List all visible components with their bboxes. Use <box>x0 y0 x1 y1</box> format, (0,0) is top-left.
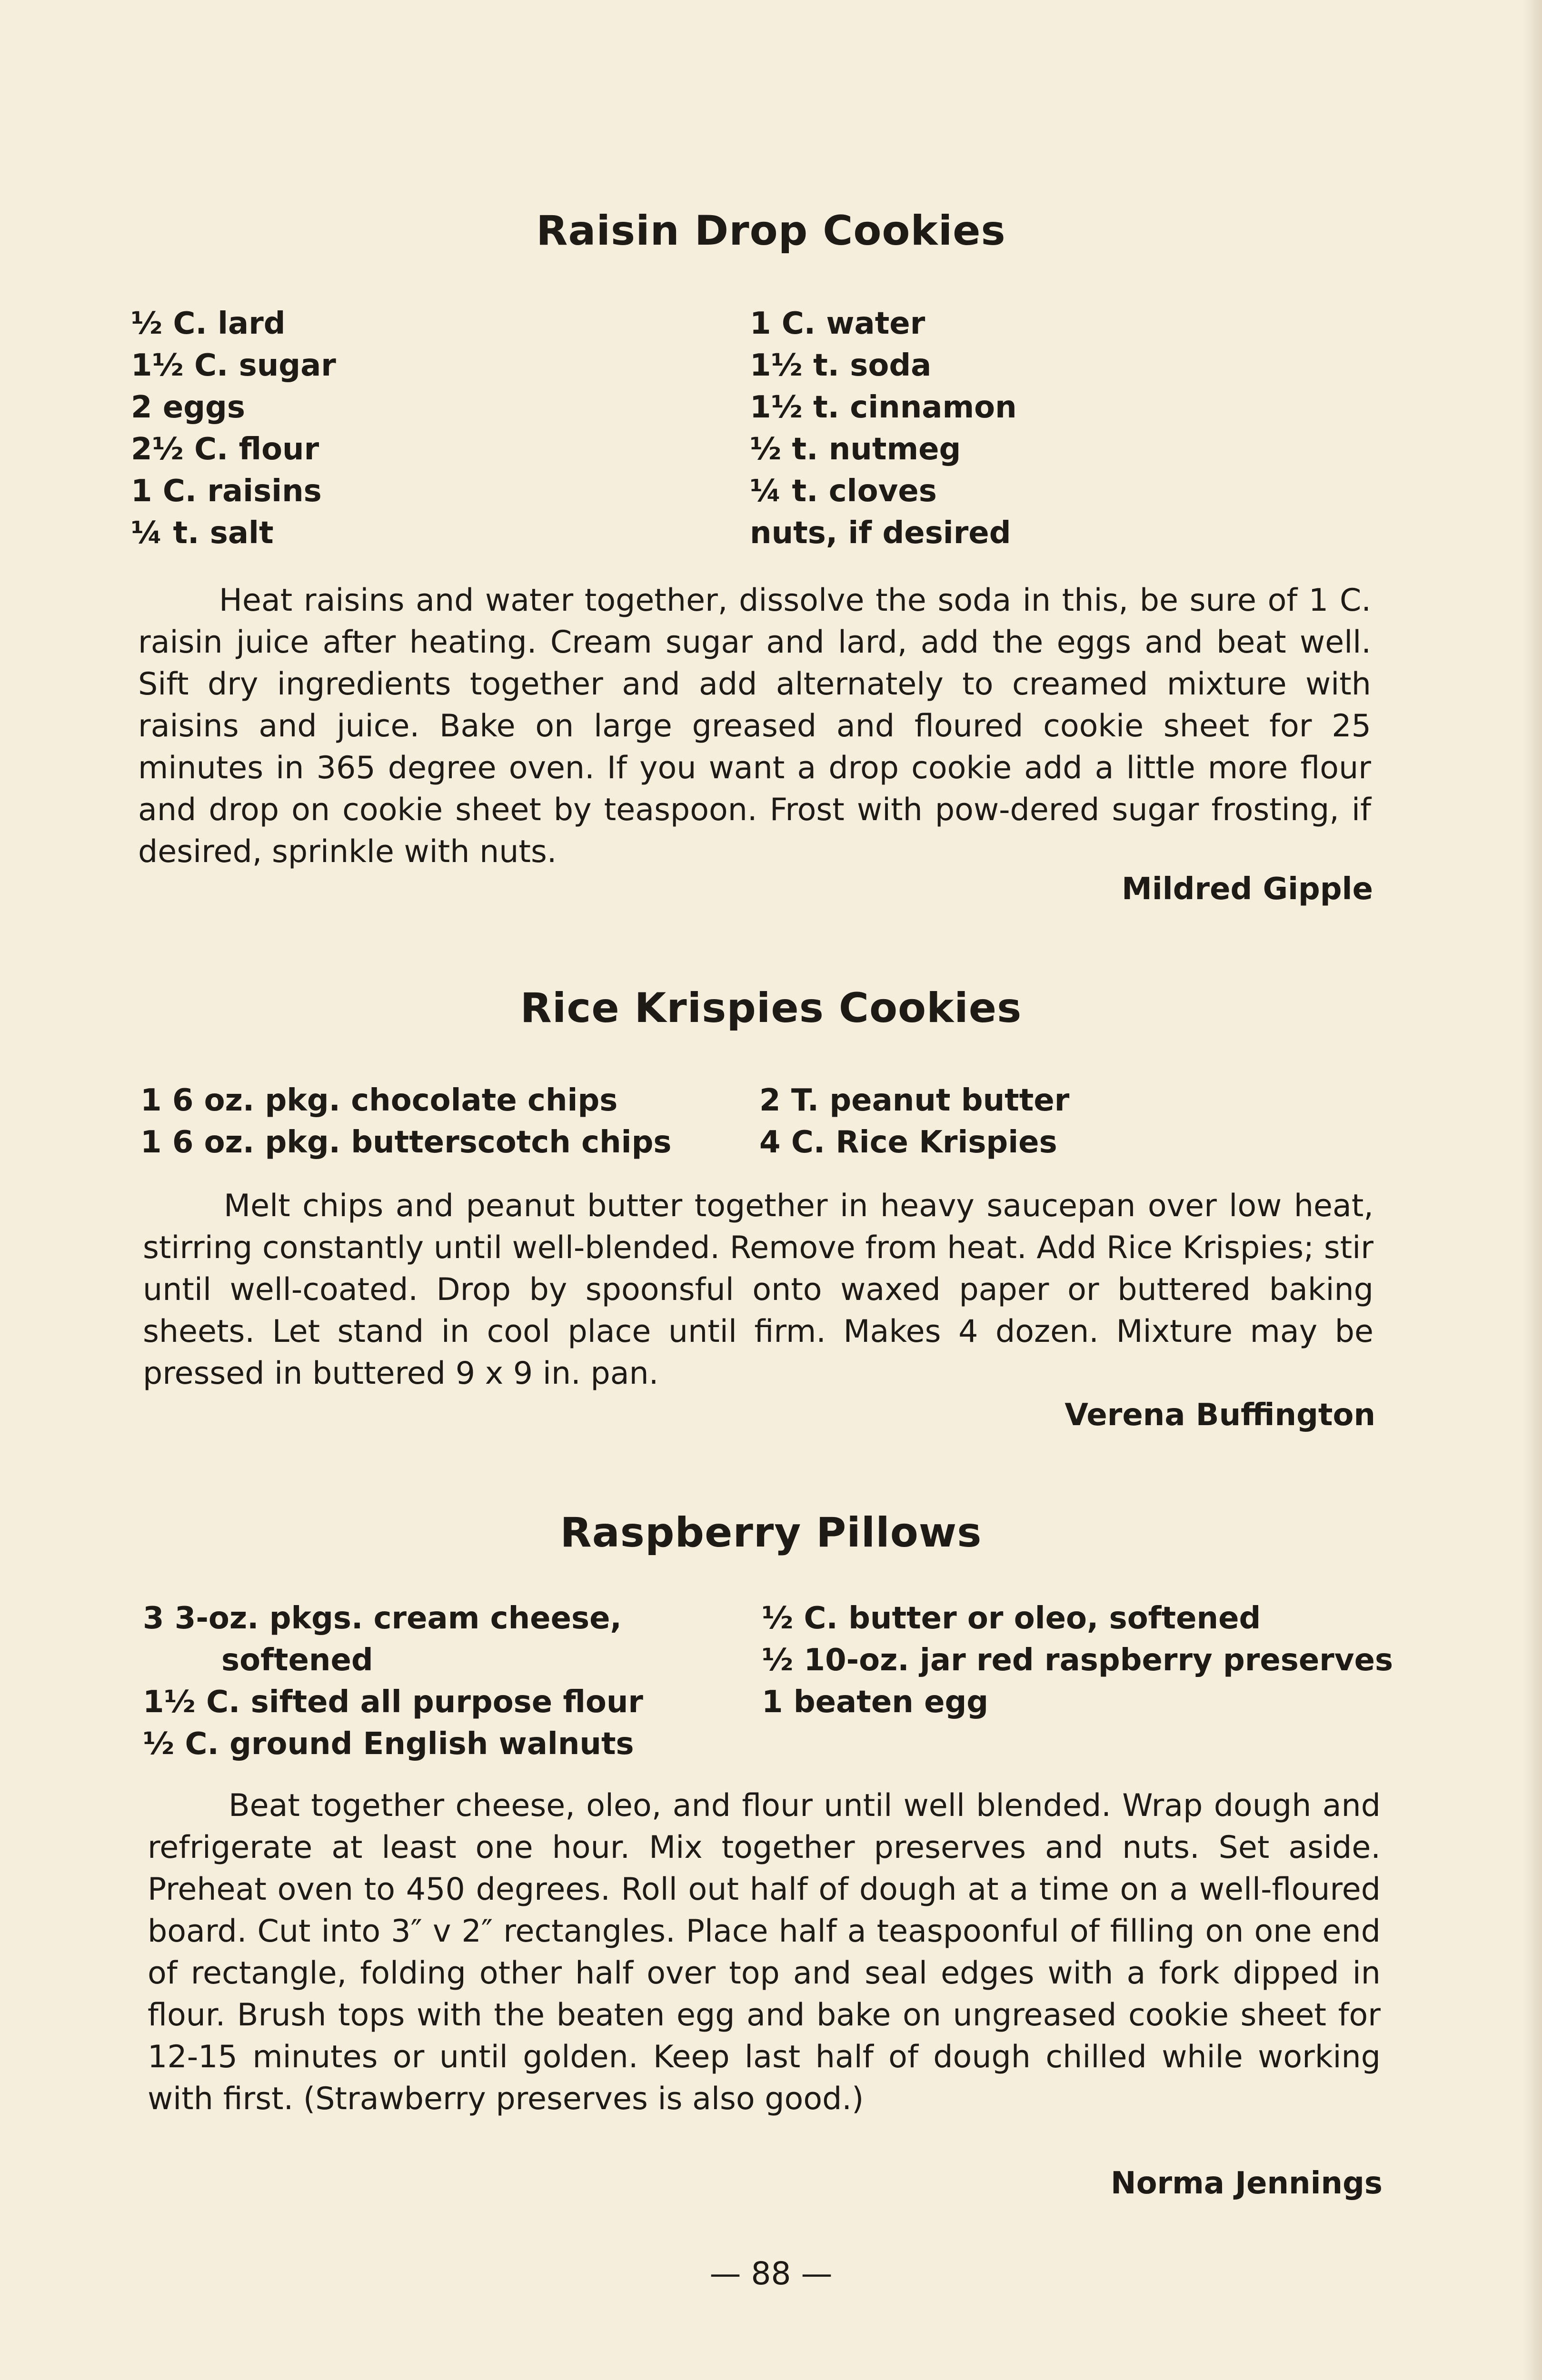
ingredient: 1½ C. sifted all purpose flour <box>143 1685 643 1720</box>
ingredients-right-column <box>759 1080 1069 1163</box>
ingredient: 1 beaten egg <box>762 1685 989 1720</box>
ingredient: ½ C. ground English walnuts <box>143 1726 634 1762</box>
recipe-title: Rice Krispies Cookies <box>520 984 1022 1032</box>
ingredient: 2 eggs <box>131 390 245 425</box>
ingredient: 2 T. peanut butter <box>759 1083 1070 1118</box>
page-number: — 88 — <box>709 2255 833 2292</box>
ingredient: ½ C. butter or oleo, softened <box>762 1601 1261 1636</box>
ingredient: 1 C. water <box>750 306 925 341</box>
recipe-author: Verena Buffington <box>1064 1398 1375 1433</box>
ingredient: 3 3-oz. pkgs. cream cheese, <box>143 1601 622 1636</box>
ingredient: 2½ C. flour <box>131 432 319 467</box>
ingredient: 4 C. Rice Krispies <box>759 1125 1057 1160</box>
ingredient: ½ t. nutmeg <box>750 432 961 467</box>
ingredient: ½ C. lard <box>131 306 286 341</box>
ingredient: 1½ C. sugar <box>131 348 336 383</box>
ingredient: ¼ t. salt <box>131 516 274 551</box>
ingredient: 1 C. raisins <box>131 474 322 509</box>
ingredient: 1 6 oz. pkg. chocolate chips <box>140 1083 618 1118</box>
ingredients-right-column <box>750 303 1017 554</box>
ingredient: 1½ t. soda <box>750 348 932 383</box>
instructions: Beat together cheese, oleo, and flour until well blended. Wrap dough and refrigerate at least one hour. Mix together preserves and nuts. Set aside. Preheat oven to 450 degrees. Roll out half of dough at a time on a well-floured board. Cut into 3″ v 2″ rectangles. Place half a teaspoonful of filling on one end of rectangle, folding other half over top and seal edges with a fork dipped in flour. Brush tops with the beaten egg and bake on ungreased cookie sheet for 12-15 minutes or until golden. Keep last half of dough chilled while working with first. (Strawberry preserves is also good.) <box>148 1788 1381 2117</box>
instructions: Melt chips and peanut butter together in heavy saucepan over low heat, stirring constantly until well-blended. Remove from heat. Add Rice Krispies; stir until well-coated. Drop by spoonsful onto waxed paper or buttered baking sheets. Let stand in cool place until firm. Makes 4 dozen. Mixture may be pressed in buttered 9 x 9 in. pan. <box>143 1188 1373 1391</box>
ingredient: ¼ t. cloves <box>750 474 937 509</box>
recipe-author: Norma Jennings <box>1111 2166 1383 2201</box>
recipe-title: Raspberry Pillows <box>560 1509 982 1557</box>
ingredients-left-column <box>140 1080 671 1163</box>
ingredient: 1½ t. cinnamon <box>750 390 1017 425</box>
ingredient: ½ 10-oz. jar red raspberry preserves <box>762 1643 1393 1678</box>
instructions: Heat raisins and water together, dissolve the soda in this, be sure of 1 C. raisin juice after heating. Cream sugar and lard, add the eggs and beat well. Sift dry ingredients together and add alternately to creamed mixture with raisins and juice. Bake on large greased and floured cookie sheet for 25 minutes in 365 degree oven. If you want a drop cookie add a little more flour and drop on cookie sheet by teaspoon. Frost with pow-dered sugar frosting, if desired, sprinkle with nuts. <box>138 583 1371 870</box>
page-edge-shadow <box>1523 0 1542 2380</box>
recipe-author: Mildred Gipple <box>1122 872 1373 907</box>
ingredient: softened <box>221 1643 373 1678</box>
ingredient: nuts, if desired <box>750 516 1011 551</box>
ingredients-left-column <box>143 1597 643 1765</box>
ingredients-left-column <box>131 303 336 554</box>
ingredient: 1 6 oz. pkg. butterscotch chips <box>140 1125 672 1160</box>
recipe-title: Raisin Drop Cookies <box>536 207 1006 255</box>
ingredients-right-column <box>762 1597 1393 1723</box>
